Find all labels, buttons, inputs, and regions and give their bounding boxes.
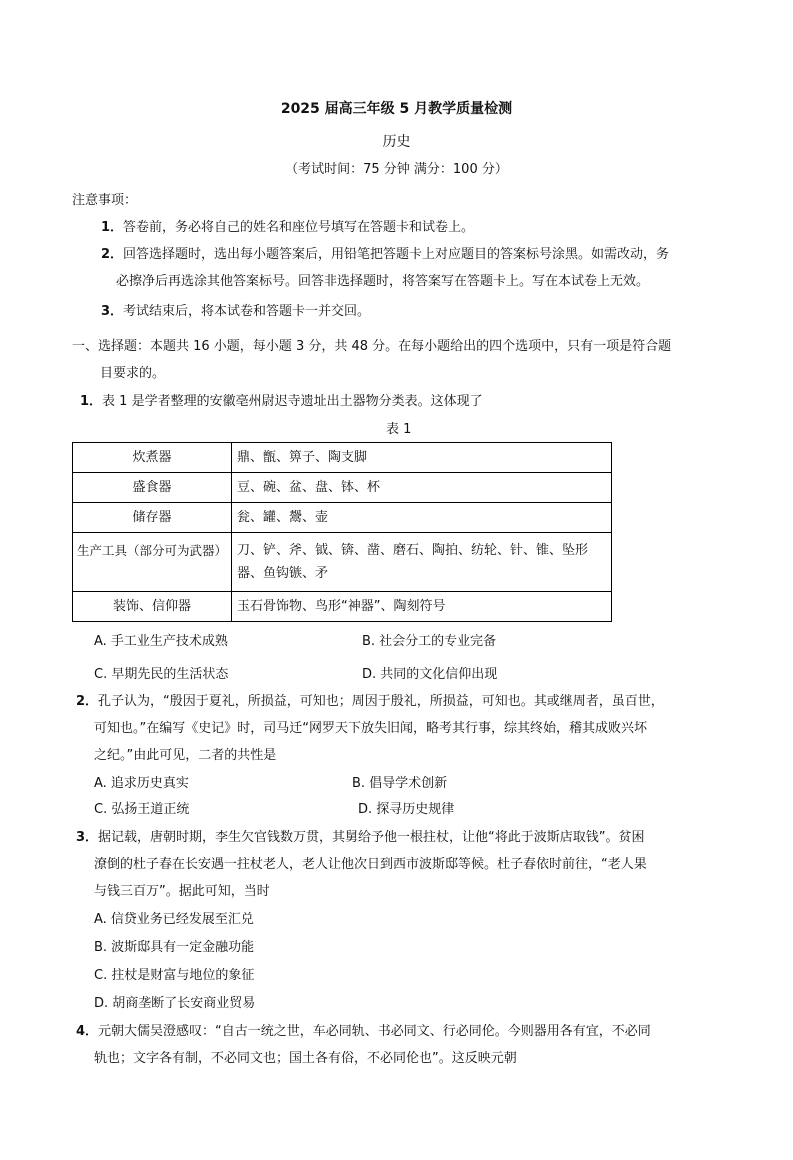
- q3-option-c[interactable]: C. 拄杖是财富与地位的象征: [94, 968, 255, 983]
- notice-item-2: [101, 243, 669, 262]
- q3-option-a[interactable]: A. 信贷业务已经发展至汇兑: [94, 912, 254, 927]
- question-3-line2: 潦倒的杜子春在长安遇一拄杖老人，老人让他次日到西市波斯邸等候。杜子春依时前往，“老人果: [94, 857, 647, 872]
- table-cell-category: 装饰、信仰器: [73, 592, 232, 622]
- notice-text: 回答选择题时，选出每小题答案后，用铅笔把答题卡上对应题目的答案标号涂黑。如需改动，务: [123, 247, 670, 262]
- table-cell-category: 炊煮器: [73, 443, 232, 473]
- exam-info: （考试时间：75 分钟 满分：100 分）: [285, 162, 508, 177]
- q3-option-b[interactable]: B. 波斯邸具有一定金融功能: [94, 940, 255, 955]
- table-row: [73, 503, 612, 533]
- table-cell-items: 瓮、罐、鬶、壶: [232, 503, 612, 533]
- artifact-table: [72, 442, 612, 622]
- table-cell-category: 储存器: [73, 503, 232, 533]
- table-row: [73, 533, 612, 592]
- q1-option-c[interactable]: C. 早期先民的生活状态: [94, 667, 229, 682]
- table-cell-items: 刀、铲、斧、钺、锛、凿、磨石、陶拍、纺轮、针、锥、坠形器、鱼钩镞、矛: [232, 533, 612, 592]
- section-1-line2: 目要求的。: [100, 366, 166, 381]
- q1-option-d[interactable]: D. 共同的文化信仰出现: [362, 667, 498, 682]
- table-cell-category: 盛食器: [73, 473, 232, 503]
- q3-option-d[interactable]: D. 胡商垄断了长安商业贸易: [94, 996, 256, 1011]
- section-1-line1: 一、选择题：本题共 16 小题，每小题 3 分，共 48 分。在每小题给出的四个选项中，只有一项是符合题: [72, 339, 672, 354]
- table-row: [73, 473, 612, 503]
- table-cell-items: 玉石骨饰物、鸟形“神器”、陶刻符号: [232, 592, 612, 622]
- question-text: 表 1 是学者整理的安徽亳州尉迟寺遗址出土器物分类表。这体现了: [102, 394, 483, 409]
- question-2: [76, 690, 664, 709]
- notice-num: 1．: [101, 220, 124, 235]
- question-num: 4．: [76, 1024, 99, 1039]
- q1-option-b[interactable]: B. 社会分工的专业完备: [362, 634, 497, 649]
- question-text: 元朝大儒吴澄感叹：“自古一统之世，车必同轨、书必同文、行必同伦。今则器用各有宜，不必同: [98, 1024, 651, 1039]
- table-cell-category: 生产工具（部分可为武器）: [73, 533, 232, 592]
- question-text: 据记载，唐朝时期，李生欠官钱数万贯，其舅给予他一根拄杖，让他“将此于波斯店取钱”。贫困: [98, 830, 645, 845]
- notice-heading: 注意事项：: [72, 193, 138, 208]
- table-cell-items: 豆、碗、盆、盘、钵、杯: [232, 473, 612, 503]
- q2-option-a[interactable]: A. 追求历史真实: [94, 776, 189, 791]
- table-caption: 表 1: [386, 422, 412, 437]
- table-cell-items: 鼎、甑、箅子、陶支脚: [232, 443, 612, 473]
- question-4: [76, 1020, 651, 1039]
- notice-item-1: [101, 216, 474, 235]
- question-1: [80, 390, 483, 409]
- table-row: [73, 592, 612, 622]
- q2-option-c[interactable]: C. 弘扬王道正统: [94, 802, 190, 817]
- question-num: 1．: [80, 394, 103, 409]
- question-num: 3．: [76, 830, 99, 845]
- notice-num: 3．: [101, 304, 124, 319]
- subject-title: 历史: [382, 134, 411, 150]
- exam-title: 2025 届高三年级 5 月教学质量检测: [280, 101, 513, 117]
- notice-item-2-cont: 必擦净后再选涂其他答案标号。回答非选择题时，将答案写在答题卡上。写在本试卷上无效。: [116, 274, 650, 289]
- question-3: [76, 826, 645, 845]
- table-row: [73, 443, 612, 473]
- notice-text: 答卷前，务必将自己的姓名和座位号填写在答题卡和试卷上。: [123, 220, 475, 235]
- notice-num: 2．: [101, 247, 124, 262]
- question-2-line3: 之纪。”由此可见，二者的共性是: [94, 748, 277, 763]
- q2-option-b[interactable]: B. 倡导学术创新: [352, 776, 448, 791]
- notice-text: 考试结束后，将本试卷和答题卡一并交回。: [123, 304, 371, 319]
- q1-option-a[interactable]: A. 手工业生产技术成熟: [94, 634, 228, 649]
- question-text: 孔子认为，“殷因于夏礼，所损益，可知也；周因于殷礼，所损益，可知也。其或继周者，虽百世，: [98, 694, 664, 709]
- q2-option-d[interactable]: D. 探寻历史规律: [358, 802, 455, 817]
- question-3-line3: 与钱三百万”。据此可知，当时: [94, 884, 270, 899]
- question-4-line2: 轨也；文字各有制，不必同文也；国土各有俗，不必同伦也”。这反映元朝: [94, 1051, 517, 1066]
- notice-item-3: [101, 300, 370, 319]
- question-2-line2: 可知也。”在编写《史记》时，司马迁“网罗天下放失旧闻，略考其行事，综其终始，稽其成败兴坏: [94, 721, 647, 736]
- question-num: 2．: [76, 694, 99, 709]
